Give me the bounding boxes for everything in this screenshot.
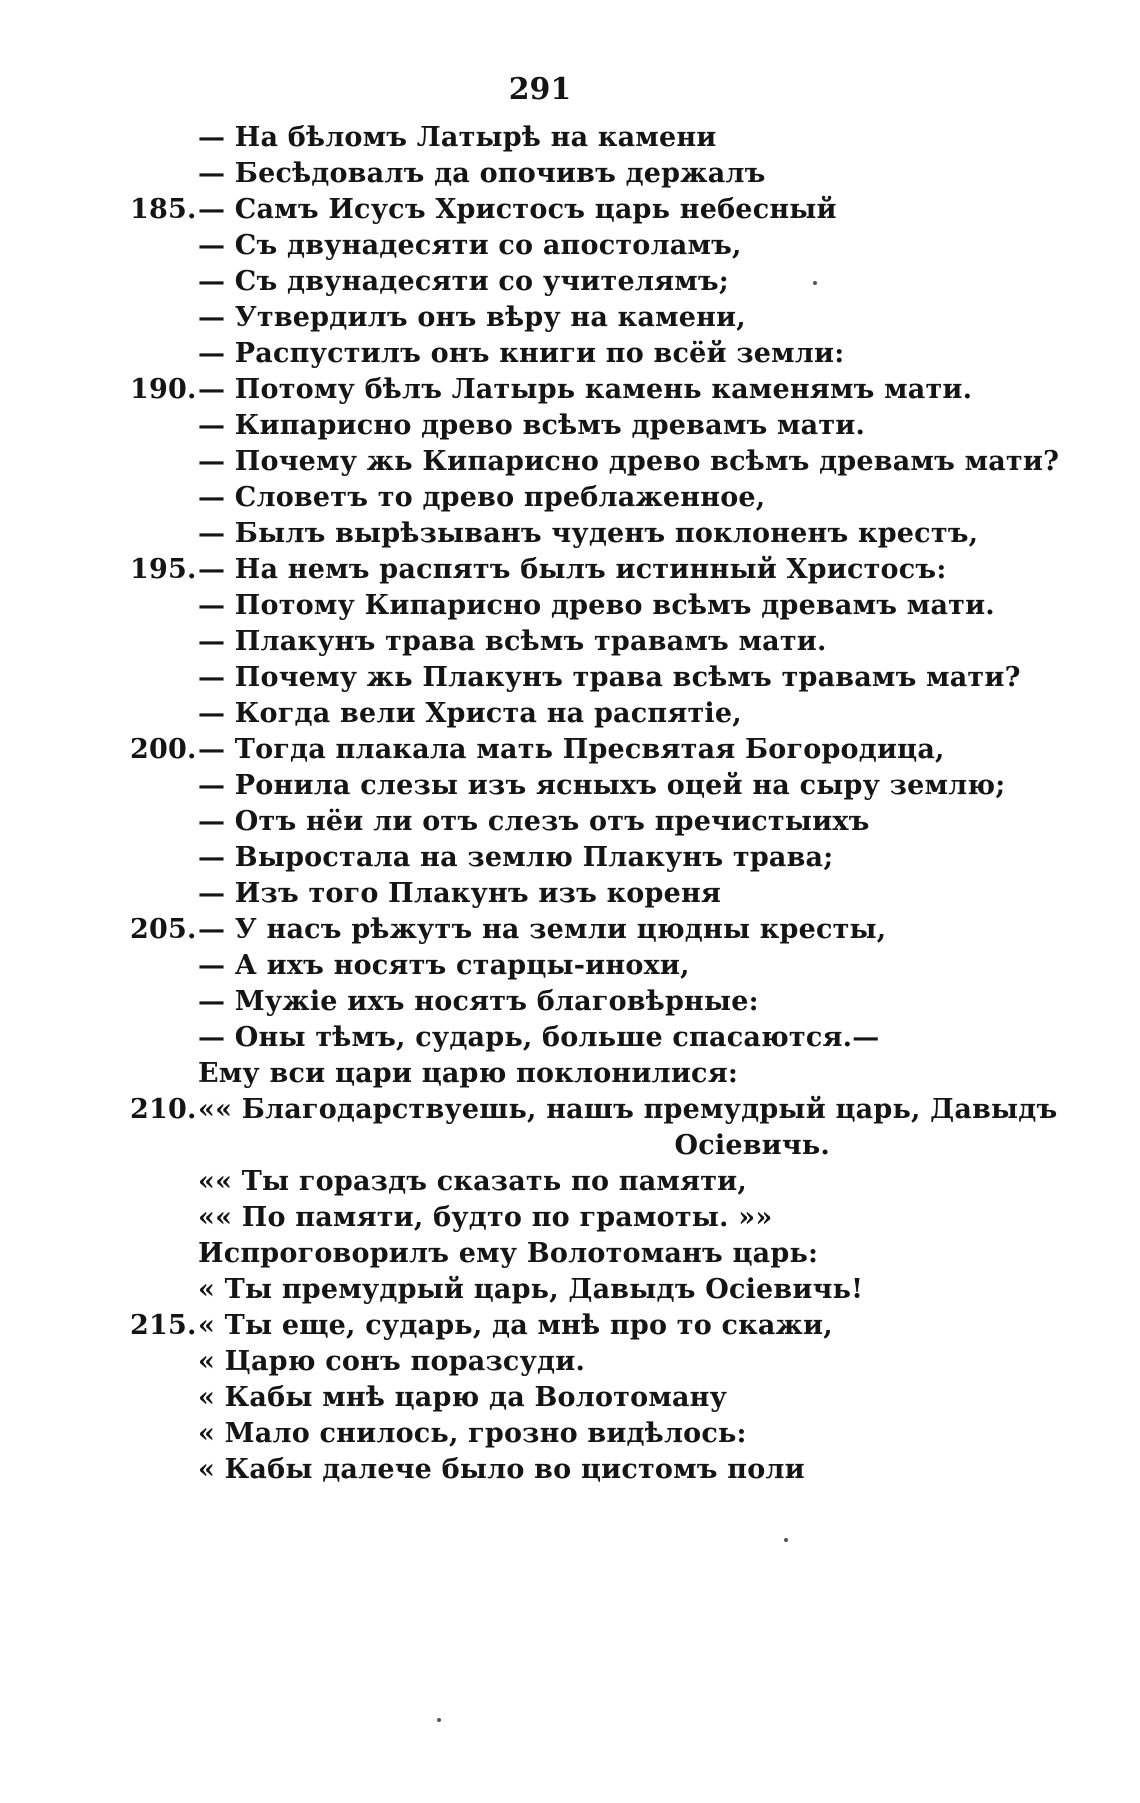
line-text: — Утвердилъ онъ вѣру на камени, bbox=[198, 302, 746, 333]
line-text: Осіевичь. bbox=[674, 1130, 830, 1161]
line-text: «« По памяти, будто по грамоты. »» bbox=[198, 1202, 773, 1233]
line-text: « Ты премудрый царь, Давыдъ Осіевичь! bbox=[198, 1274, 864, 1305]
line-text: — Былъ вырѣзыванъ чуденъ поклоненъ крестъ, bbox=[198, 518, 979, 549]
line-text: « Кабы далече было во цистомъ поли bbox=[198, 1454, 805, 1485]
page-number: 291 bbox=[508, 72, 572, 107]
line-text: — Плакунъ трава всѣмъ травамъ мати. bbox=[198, 626, 827, 657]
line-text: — На немъ распятъ былъ истинный Христосъ: bbox=[198, 554, 947, 585]
line-text: — Ронила слезы изъ ясныхъ оцей на сыру землю; bbox=[198, 770, 1006, 801]
line-text: — А ихъ носятъ старцы-инохи, bbox=[198, 950, 690, 981]
verse-line bbox=[130, 984, 1090, 1020]
line-text: Испроговорилъ ему Волотоманъ царь: bbox=[198, 1238, 819, 1269]
verse-line bbox=[130, 300, 1090, 336]
verse-line-continuation bbox=[130, 1128, 1090, 1164]
line-number: 215. bbox=[130, 1310, 197, 1341]
line-text: — Оны тѣмъ, сударь, больше спасаются.— bbox=[198, 1022, 880, 1053]
verse-line bbox=[130, 768, 1090, 804]
verse-line bbox=[130, 1164, 1090, 1200]
verse-line bbox=[130, 1200, 1090, 1236]
verse-line bbox=[130, 1344, 1090, 1380]
verse-line bbox=[130, 372, 1090, 408]
line-text: Ему вси цари царю поклонилися: bbox=[198, 1058, 739, 1089]
line-number: 195. bbox=[130, 554, 197, 585]
scan-speck bbox=[784, 1538, 788, 1542]
line-text: — Кипарисно древо всѣмъ древамъ мати. bbox=[198, 410, 866, 441]
verse-line bbox=[130, 876, 1090, 912]
verse-line bbox=[130, 444, 1090, 480]
line-text: — Самъ Исусъ Христосъ царь небесный bbox=[198, 194, 837, 225]
verse-line bbox=[130, 1092, 1090, 1128]
verse-line bbox=[130, 1452, 1090, 1488]
line-text: — Мужіе ихъ носятъ благовѣрные: bbox=[198, 986, 759, 1017]
line-number: 190. bbox=[130, 374, 197, 405]
verse-line bbox=[130, 228, 1090, 264]
verse-line bbox=[130, 1308, 1090, 1344]
line-text: — Отъ нёи ли отъ слезъ отъ пречистыихъ bbox=[198, 806, 870, 837]
verse-line bbox=[130, 588, 1090, 624]
verse-line bbox=[130, 1236, 1090, 1272]
verse-line bbox=[130, 480, 1090, 516]
line-text: — Почему жь Плакунъ трава всѣмъ травамъ мати? bbox=[198, 662, 1021, 693]
verse-line bbox=[130, 840, 1090, 876]
line-text: — На бѣломъ Латырѣ на камени bbox=[198, 122, 717, 153]
line-text: — Тогда плакала мать Пресвятая Богородица, bbox=[198, 734, 945, 765]
verse-line bbox=[130, 912, 1090, 948]
verse-line bbox=[130, 948, 1090, 984]
line-text: — Выростала на землю Плакунъ трава; bbox=[198, 842, 834, 873]
line-text: « Кабы мнѣ царю да Волотоману bbox=[198, 1382, 728, 1413]
line-text: — Распустилъ онъ книги по всёй земли: bbox=[198, 338, 845, 369]
line-text: — Съ двунадесяти со апостоламъ, bbox=[198, 230, 742, 261]
verse-line bbox=[130, 336, 1090, 372]
line-text: « Ты еще, сударь, да мнѣ про то скажи, bbox=[198, 1310, 833, 1341]
line-text: — Почему жь Кипарисно древо всѣмъ древамъ мати? bbox=[198, 446, 1060, 477]
scan-speck bbox=[437, 1718, 441, 1722]
verse-line bbox=[130, 1416, 1090, 1452]
verse-line bbox=[130, 1380, 1090, 1416]
verse-line bbox=[130, 696, 1090, 732]
verse-line bbox=[130, 660, 1090, 696]
line-text: «« Ты гораздъ сказать по памяти, bbox=[198, 1166, 747, 1197]
verse-line bbox=[130, 192, 1090, 228]
line-text: — Съ двунадесяти со учителямъ; bbox=[198, 266, 729, 297]
verse-line bbox=[130, 516, 1090, 552]
verse-line bbox=[130, 552, 1090, 588]
line-number: 185. bbox=[130, 194, 197, 225]
verse-line bbox=[130, 408, 1090, 444]
line-text: « Мало снилось, грозно видѣлось: bbox=[198, 1418, 747, 1449]
verse-line bbox=[130, 1056, 1090, 1092]
verse-line bbox=[130, 1020, 1090, 1056]
verse-line bbox=[130, 732, 1090, 768]
line-text: — Когда вели Христа на распятіе, bbox=[198, 698, 742, 729]
verse-line bbox=[130, 156, 1090, 192]
line-number: 210. bbox=[130, 1094, 197, 1125]
line-text: — Словетъ то древо преблаженное, bbox=[198, 482, 766, 513]
verse-text bbox=[130, 120, 1090, 1488]
line-text: — Потому бѣлъ Латырь камень каменямъ мати. bbox=[198, 374, 973, 405]
verse-line bbox=[130, 1272, 1090, 1308]
scan-speck bbox=[813, 281, 817, 285]
verse-line bbox=[130, 624, 1090, 660]
verse-line bbox=[130, 264, 1090, 300]
verse-line bbox=[130, 120, 1090, 156]
line-text: — Бесѣдовалъ да опочивъ держалъ bbox=[198, 158, 766, 189]
verse-line bbox=[130, 804, 1090, 840]
line-text: — Изъ того Плакунъ изъ кореня bbox=[198, 878, 722, 909]
line-text: — У насъ рѣжутъ на земли цюдны кресты, bbox=[198, 914, 887, 945]
line-number: 200. bbox=[130, 734, 197, 765]
line-text: « Царю сонъ поразсуди. bbox=[198, 1346, 586, 1377]
line-text: — Потому Кипарисно древо всѣмъ древамъ мати. bbox=[198, 590, 995, 621]
line-number: 205. bbox=[130, 914, 197, 945]
line-text: «« Благодарствуешь, нашъ премудрый царь, Давыдъ bbox=[198, 1094, 1058, 1125]
